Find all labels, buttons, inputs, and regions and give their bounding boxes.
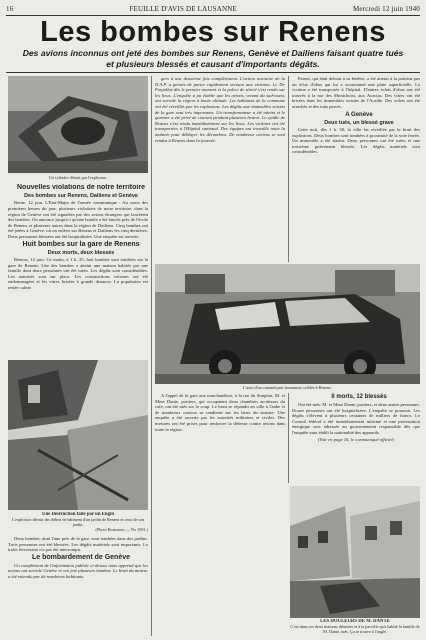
- photo-car: [155, 264, 420, 384]
- column-2: [155, 76, 285, 262]
- paper-name: FEUILLE D'AVIS DE LAUSANNE: [129, 5, 238, 13]
- col3-note: (Voir en page 16, le communiqué officiel): [317, 436, 395, 442]
- column-divider-1: [151, 76, 152, 636]
- photo2-caption: [8, 512, 148, 534]
- photo-cylinder: [8, 76, 148, 173]
- photo1-caption: Un cylindre détruit par l'explosion.: [48, 175, 108, 180]
- column-3-lower: [292, 393, 420, 483]
- column-1-lower: [8, 536, 148, 636]
- col1-paragraph-2: Renens, 12 juin. Ce matin, à 1 h. 25, huit bombes sont tombées sur la gare de Renens. Une des bombes a atteint une maison habitée par une famille dont deux personnes ont été tuées. Les dégâts sont considérables. Les autorités sont sur place. Les constructions voisines ont été endommagées et les vitres brisées à grande distance. La population est restée calme.: [8, 256, 148, 290]
- col3-sub-geneve: Deux tués, un blessé grave: [324, 119, 394, 126]
- newspaper-header: [6, 4, 420, 14]
- issue-date: Mercredi 12 juin 1940: [352, 5, 420, 13]
- col1-section-title-2: Huit bombes sur la gare de Renens: [22, 240, 140, 248]
- col3-sec-geneve: A Genève: [345, 111, 373, 118]
- col1-paragraph-4: Un complément de l'information publiée ci-dessus nous apprend que les avions ont survolé Genève et ont jeté plusieurs bombes. Le bruit du moteur a été entendu par de nombreux habitants.: [8, 562, 148, 579]
- col2-paragraph: gers à une deuxième fois complètement. L'action nocturne de la D.A.P. a permis de porter rapidement secours aux victimes. Le Dr. Fonjallaz dès le premier moment et la police de sûreté s'est rendu sur les lieux. L'enquête a pu établir que les avions, venant du sud-ouest, ont survolé la région à haute altitude. Les habitants de la commune ont été réveillés par les explosions. Les dégâts aux immeubles voisins de la gare sont très importants. Un transformateur a été atteint et le quartier a été privé de courant pendant plusieurs heures. Le syndic de Renens s'est rendu immédiatement sur les lieux. Les victimes ont été transportées à l'Hôpital cantonal. Des équipes ont travaillé toute la matinée pour déblayer les décombres. De nombreux curieux se sont rendus à Renens dans la journée.: [155, 76, 285, 143]
- photo3-caption: L'auto d'un commerçant lausannois criblée à Renens.: [243, 385, 332, 390]
- col3-paragraph: Parent, qui était debout à sa fenêtre, a été atteint à la poitrine par un éclat d'obus qui lui a occasionné une plaie superficielle. La victime a été transportée à l'hôpital. D'autres éclats d'obus ont été trouvés à la rue des Montchoisi, aux Acacias. Des vitres ont été brisées dans les immeubles voisins de l'Acadie. Des volets ont été arrachés et des toits percés.: [292, 76, 420, 109]
- headline: Les bombes sur Renens: [40, 16, 386, 48]
- photo4-title: LES DOULEURS DE M. DANTE: [320, 619, 390, 624]
- photo-dante-houses: [290, 486, 420, 618]
- subhead: Des avions inconnus ont jeté des bombes sur Renens, Genève et Dailiens faisant quatre tués et plusieurs blessés et causant d'importants dégâts.: [22, 48, 404, 69]
- col1-subtitle: Des bombes sur Renens, Dailiens et Genève: [24, 193, 138, 199]
- col1-section-title: Nouvelles violations de notre territoire: [17, 184, 145, 191]
- photo-destruction: [8, 360, 148, 510]
- photo4-subcaption: C'est dans ces deux maisons détruites et à la parcelle qu'a habité la famille de M. Dante, tués. Ça se trouve à l'angle.: [290, 624, 420, 634]
- photo2-credit: (Photo Boissonas — No 1091.): [95, 527, 148, 532]
- col1-paragraph: Berne, 12 juin. L'Etat-Major de l'armée communique : Au cours des premières heures du jour, plusieurs violations de notre territoire, dans la région de Genève ont été signalées par des avions étrangers qui lancèrent des bombes. On annonce jusqu'ici qu'une bombe a été lancée près de l'école de Renens et plusieurs autres dans la région de Dailiens. Cinq bombes ont été jetées à Genève, où on enlève sur Renens et Dailiens les cinq dernières. Deux personnes blessées ont été hospitalisées. Une enquête est ouverte.: [8, 200, 148, 239]
- page-number: 16: [6, 5, 14, 13]
- column-2-lower: [155, 393, 285, 636]
- col3-paragraph-2: Ont été tués: M. et Mme Dante, portiers, et deux autres personnes. Douze personnes ont été hospitalisées. L'enquête se poursuit. Les dégâts s'élèvent à plusieurs centaines de milliers de francs. Le Conseil fédéral a été immédiatement informé et une protestation énergique sera adressée au gouvernement responsable dès que l'enquête aura établi la nationalité des appareils.: [292, 402, 420, 435]
- col3-sec-victims: Il morts, 12 blessés: [331, 394, 387, 400]
- photo4-caption: [290, 619, 420, 639]
- col1-subtitle-2: Deux morts, deux blessés: [47, 249, 115, 256]
- col2-paragraph-3: A l'appel de la gare aux marchandises, à la rue du Simplon, M. et Mme Dante, portiers, qui occupaient deux chambres au-dessus du café, ont été tués sur le coup. Le bruit se répandit en ville à l'aube et de nombreux curieux se rendirent sur les lieux du sinistre. Une enquête a été ouverte par les autorités militaires et civiles. Des mesures ont été prises pour renforcer la défense contre avions dans toute la région.: [155, 393, 285, 432]
- column-1: [8, 184, 148, 358]
- col1-section-title-3: Le bombardement de Genève: [31, 553, 131, 561]
- col3-paragraph-geneve: Cette nuit, dès 1 h. 30, la ville fut réveillée par le bruit des explosions. Deux bombes sont tombées à proximité de la voie ferrée. Un immeuble a été atteint. Deux personnes ont été tuées et une troisième grièvement blessée. Les dégâts matériels sont considérables.: [292, 126, 420, 155]
- col1-paragraph-3: Deux bombes, dont l'une près de la gare, sont tombées dans des jardins. Trois personnes ont été blessées. Les dégâts matériels sont importants. Le trafic ferroviaire n'a pas été interrompu.: [8, 536, 148, 553]
- column-divider-3: [288, 393, 289, 483]
- subhead-rule: [6, 72, 420, 73]
- column-divider-2: [288, 76, 289, 262]
- photo2-subcaption: L'explosion détruit des débris de bâtiment d'un jardin de Renens et ceux de son jardin.: [11, 517, 145, 527]
- column-3: [292, 76, 420, 262]
- photo2-title: Une Destruction faite par un Engin: [41, 512, 114, 517]
